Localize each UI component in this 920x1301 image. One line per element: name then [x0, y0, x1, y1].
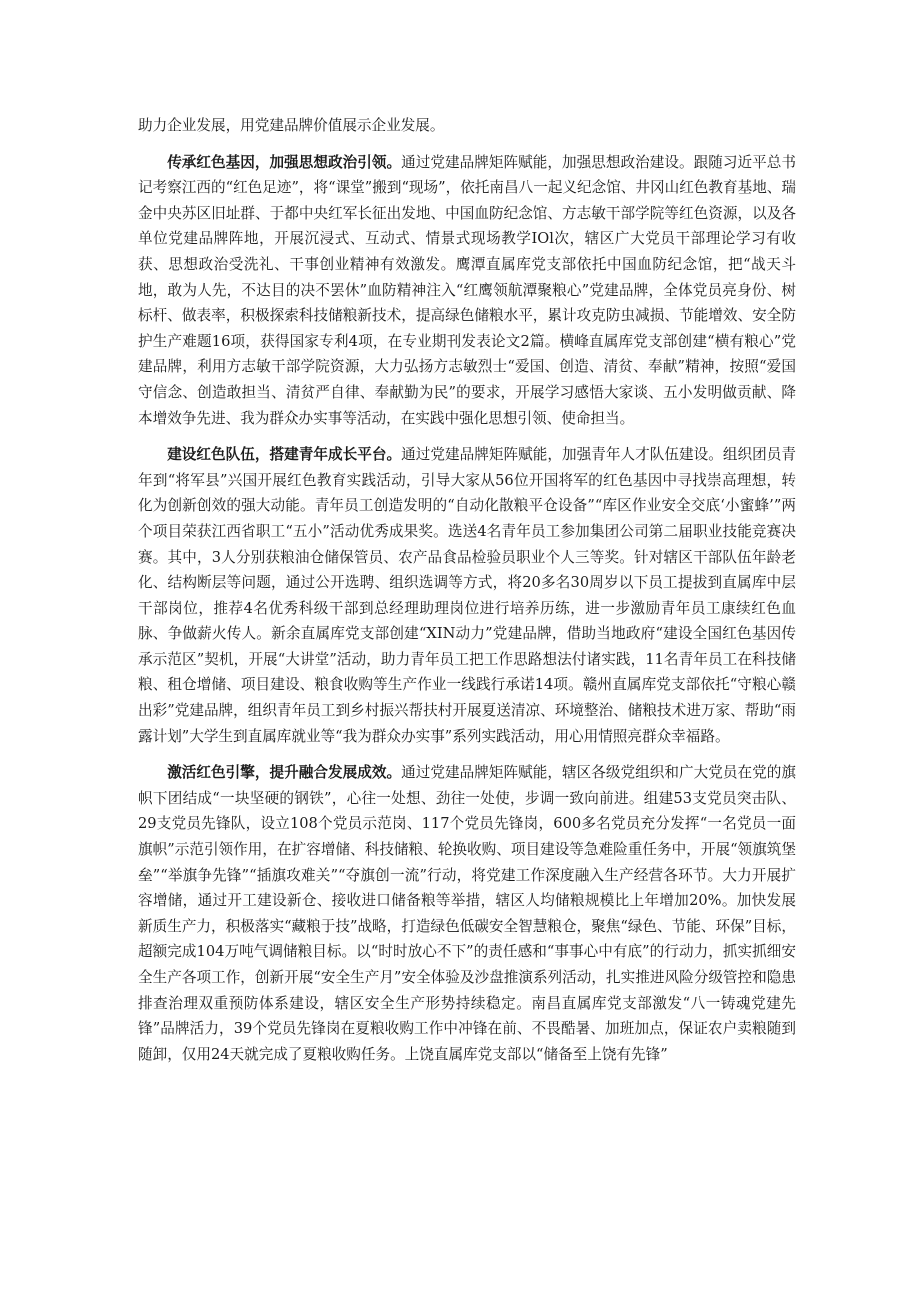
- paragraph-body: 助力企业发展，用党建品牌价值展示企业发展。: [138, 117, 445, 134]
- paragraph-lead: 建设红色队伍，搭建青年成长平台。: [167, 446, 402, 464]
- paragraph-red-team: [138, 442, 796, 749]
- paragraph-body: 通过党建品牌矩阵赋能，辖区各级党组织和广大党员在党的旗帜下团结成“一块坚硬的钢铁”，心往一处想、劲往一处使，步调一致向前进。组建53支党员突击队、29支党员先锋队，设立108个党员示范岗、117个党员先锋岗，600多名党员充分发挥“一名党员一面旗帜”示范引领作用，在扩容增储、科技储粮、轮换收购、项目建设等急难险重任务中，开展“领旗筑堡垒”“举旗争先锋”“插旗攻难关”“夺旗创一流”行动，将党建工作深度融入生产经营各环节。大力开展扩容增储，通过开工建设新仓、接收进口储备粮等举措，辖区人均储粮规模比上年增加20%。加快发展新质生产力，积极落实“藏粮于技”战略，打造绿色低碳安全智慧粮仓，聚焦“绿色、节能、环保”目标，超额完成104万吨气调储粮目标。以“时时放心不下”的责任感和“事事心中有底”的行动力，抓实抓细安全生产各项工作，创新开展“安全生产月”安全体验及沙盘推演系列活动，扎实推进风险分级管控和隐患排查治理双重预防体系建设，辖区安全生产形势持续稳定。南昌直属库党支部激发“八一铸魂党建先锋”品牌活力，39个党员先锋岗在夏粮收购工作中冲锋在前、不畏酷暑、加班加点，保证农户卖粮随到随卸，仅用24天就完成了夏粮收购任务。上饶直属库党支部以“储备至上饶有先锋”: [138, 764, 796, 1063]
- paragraph-lead: 激活红色引擎，提升融合发展成效。: [167, 764, 402, 782]
- paragraph-body: 通过党建品牌矩阵赋能，加强思想政治建设。跟随习近平总书记考察江西的“红色足迹”，将“课堂”搬到“现场”，依托南昌八一起义纪念馆、井冈山红色教育基地、瑞金中央苏区旧址群、于都中央红军长征出发地、中国血防纪念馆、方志敏干部学院等红色资源，以及各单位党建品牌阵地，开展沉浸式、互动式、情景式现场教学IOl次，辖区广大党员干部理论学习有收获、思想政治受洗礼、干事创业精神有效激发。鹰潭直属库党支部依托中国血防纪念馆，把“战天斗地，敢为人先，不达目的决不罢休”血防精神注入“红鹰领航潭聚粮心”党建品牌，全体党员亮身份、树标杆、做表率，积极探索科技储粮新技术，提高绿色储粮水平，累计攻克防虫减损、节能增效、安全防护生产难题16项，获得国家专利4项，在专业期刊发表论文2篇。横峰直属库党支部创建“横有粮心”党建品牌，利用方志敏干部学院资源，大力弘扬方志敏烈士“爱国、创造、清贫、奉献”精神，按照“爱国守信念、创造敢担当、清贫严自律、奉献勤为民”的要求，开展学习感悟大家谈、五小发明做贡献、降本增效争先进、我为群众办实事等活动，在实践中强化思想引领、使命担当。: [138, 153, 796, 427]
- paragraph-intro: [138, 113, 796, 139]
- paragraph-lead: 传承红色基因，加强思想政治引领。: [167, 153, 402, 171]
- document-page: [138, 113, 796, 1078]
- paragraph-red-gene: [138, 150, 796, 432]
- paragraph-red-engine: [138, 760, 796, 1067]
- paragraph-body: 通过党建品牌矩阵赋能，加强青年人才队伍建设。组织团员青年到“将军县”兴国开展红色教育实践活动，引导大家从56位开国将军的红色基因中寻找崇高理想，转化为创新创效的强大动能。青年员工创造发明的“自动化散粮平仓设备”“库区作业安全交底‘小蜜蜂’”两个项目荣获江西省职工“五小”活动优秀成果奖。选送4名青年员工参加集团公司第二届职业技能竞赛决赛。其中，3人分别获粮油仓储保管员、农产品食品检验员职业个人三等奖。针对辖区干部队伍年龄老化、结构断层等问题，通过公开选聘、组织选调等方式，将20多名30周岁以下员工提拔到直属库中层干部岗位，推荐4名优秀科级干部到总经理助理岗位进行培养历练，进一步激励青年员工康续红色血脉、争做薪火传人。新余直属库党支部创建“XIN动力”党建品牌，借助当地政府“建设全国红色基因传承示范区”契机，开展“大讲堂”活动，助力青年员工把工作思路想法付诸实践，11名青年员工在科技储粮、租仓增储、项目建设、粮食收购等生产作业一线践行承诺14项。赣州直属库党支部依托“守粮心赣出彩”党建品牌，组织青年员工到乡村振兴帮扶村开展夏送清凉、环境整治、储粮技术进万家、帮助“雨露计划”大学生到直属库就业等“我为群众办实事”系列实践活动，用心用情照亮群众幸福路。: [138, 446, 796, 745]
